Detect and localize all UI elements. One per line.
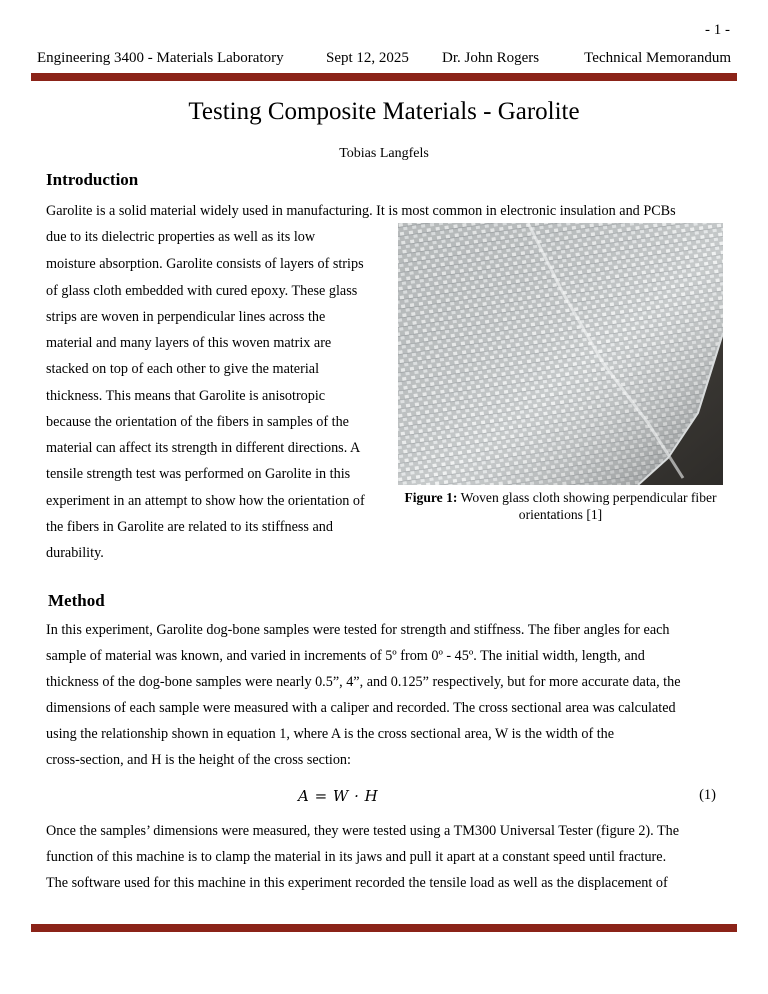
method-line: using the relationship shown in equation 1, where A is the cross sectional area, W is the width of the	[46, 726, 615, 742]
header-instructor: Dr. John Rogers	[442, 50, 540, 66]
intro-line: thickness. This means that Garolite is anisotropic	[46, 388, 326, 404]
method-line: cross-section, and H is the height of the cross section:	[46, 752, 351, 768]
intro-line: experiment in an attempt to show how the orientation of	[46, 493, 365, 509]
intro-line: tensile strength test was performed on Garolite in this	[46, 466, 351, 482]
footer-rule	[31, 924, 737, 932]
intro-line: strips are woven in perpendicular lines across the	[46, 309, 326, 325]
document-title: Testing Composite Materials - Garolite	[188, 98, 580, 125]
intro-line: material can affect its strength in different directions. A	[46, 440, 361, 456]
method-line: function of this machine is to clamp the material in its jaws and pull it apart at a constant speed until fracture.	[46, 849, 667, 865]
intro-line: stacked on top of each other to give the material	[46, 361, 320, 377]
method-line: sample of material was known, and varied in increments of 5º from 0º - 45º. The initial width, length, and	[46, 648, 645, 664]
running-header	[37, 50, 731, 70]
method-line: The software used for this machine in this experiment recorded the tensile load as well as the displacement of	[46, 875, 668, 891]
figure-caption	[398, 489, 723, 523]
method-line: In this experiment, Garolite dog-bone samples were tested for strength and stiffness. The fiber angles for each	[46, 622, 670, 638]
page-number: - 1 -	[705, 22, 730, 38]
intro-line: of glass cloth embedded with cured epoxy. These glass	[46, 283, 358, 299]
intro-line: because the orientation of the fibers in samples of the	[46, 414, 349, 430]
equation-1	[0, 787, 768, 807]
intro-line: material and many layers of this woven matrix are	[46, 335, 332, 351]
intro-line: durability.	[46, 545, 104, 561]
header-doc-type: Technical Memorandum	[584, 50, 731, 66]
header-course: Engineering 3400 - Materials Laboratory	[37, 50, 284, 66]
intro-line: due to its dielectric properties as well as its low	[46, 229, 316, 245]
intro-line: the fibers in Garolite are related to its stiffness and	[46, 519, 333, 535]
header-date: Sept 12, 2025	[326, 50, 409, 66]
equation-body: A = W · H	[298, 787, 379, 805]
figure-caption-text: Woven glass cloth showing perpendicular fiber orientations [1]	[457, 490, 717, 522]
header-rule	[31, 73, 737, 81]
method-line: thickness of the dog-bone samples were nearly 0.5”, 4”, and 0.125” respectively, but for more accurate data, the	[46, 674, 681, 690]
intro-line: moisture absorption. Garolite consists of layers of strips	[46, 256, 364, 272]
equation-number: (1)	[699, 787, 716, 803]
method-heading: Method	[48, 591, 105, 610]
figure-label: Figure 1:	[404, 490, 458, 505]
method-line: Once the samples’ dimensions were measured, they were tested using a TM300 Universal Tester (figure 2). The	[46, 823, 680, 839]
author-name: Tobias Langfels	[339, 146, 429, 161]
introduction-heading: Introduction	[46, 170, 139, 189]
intro-line: Garolite is a solid material widely used in manufacturing. It is most common in electronic insulation and PCBs	[46, 203, 676, 219]
method-line: dimensions of each sample were measured with a caliper and recorded. The cross sectional area was calculated	[46, 700, 676, 716]
glass-cloth-photo	[398, 223, 723, 485]
